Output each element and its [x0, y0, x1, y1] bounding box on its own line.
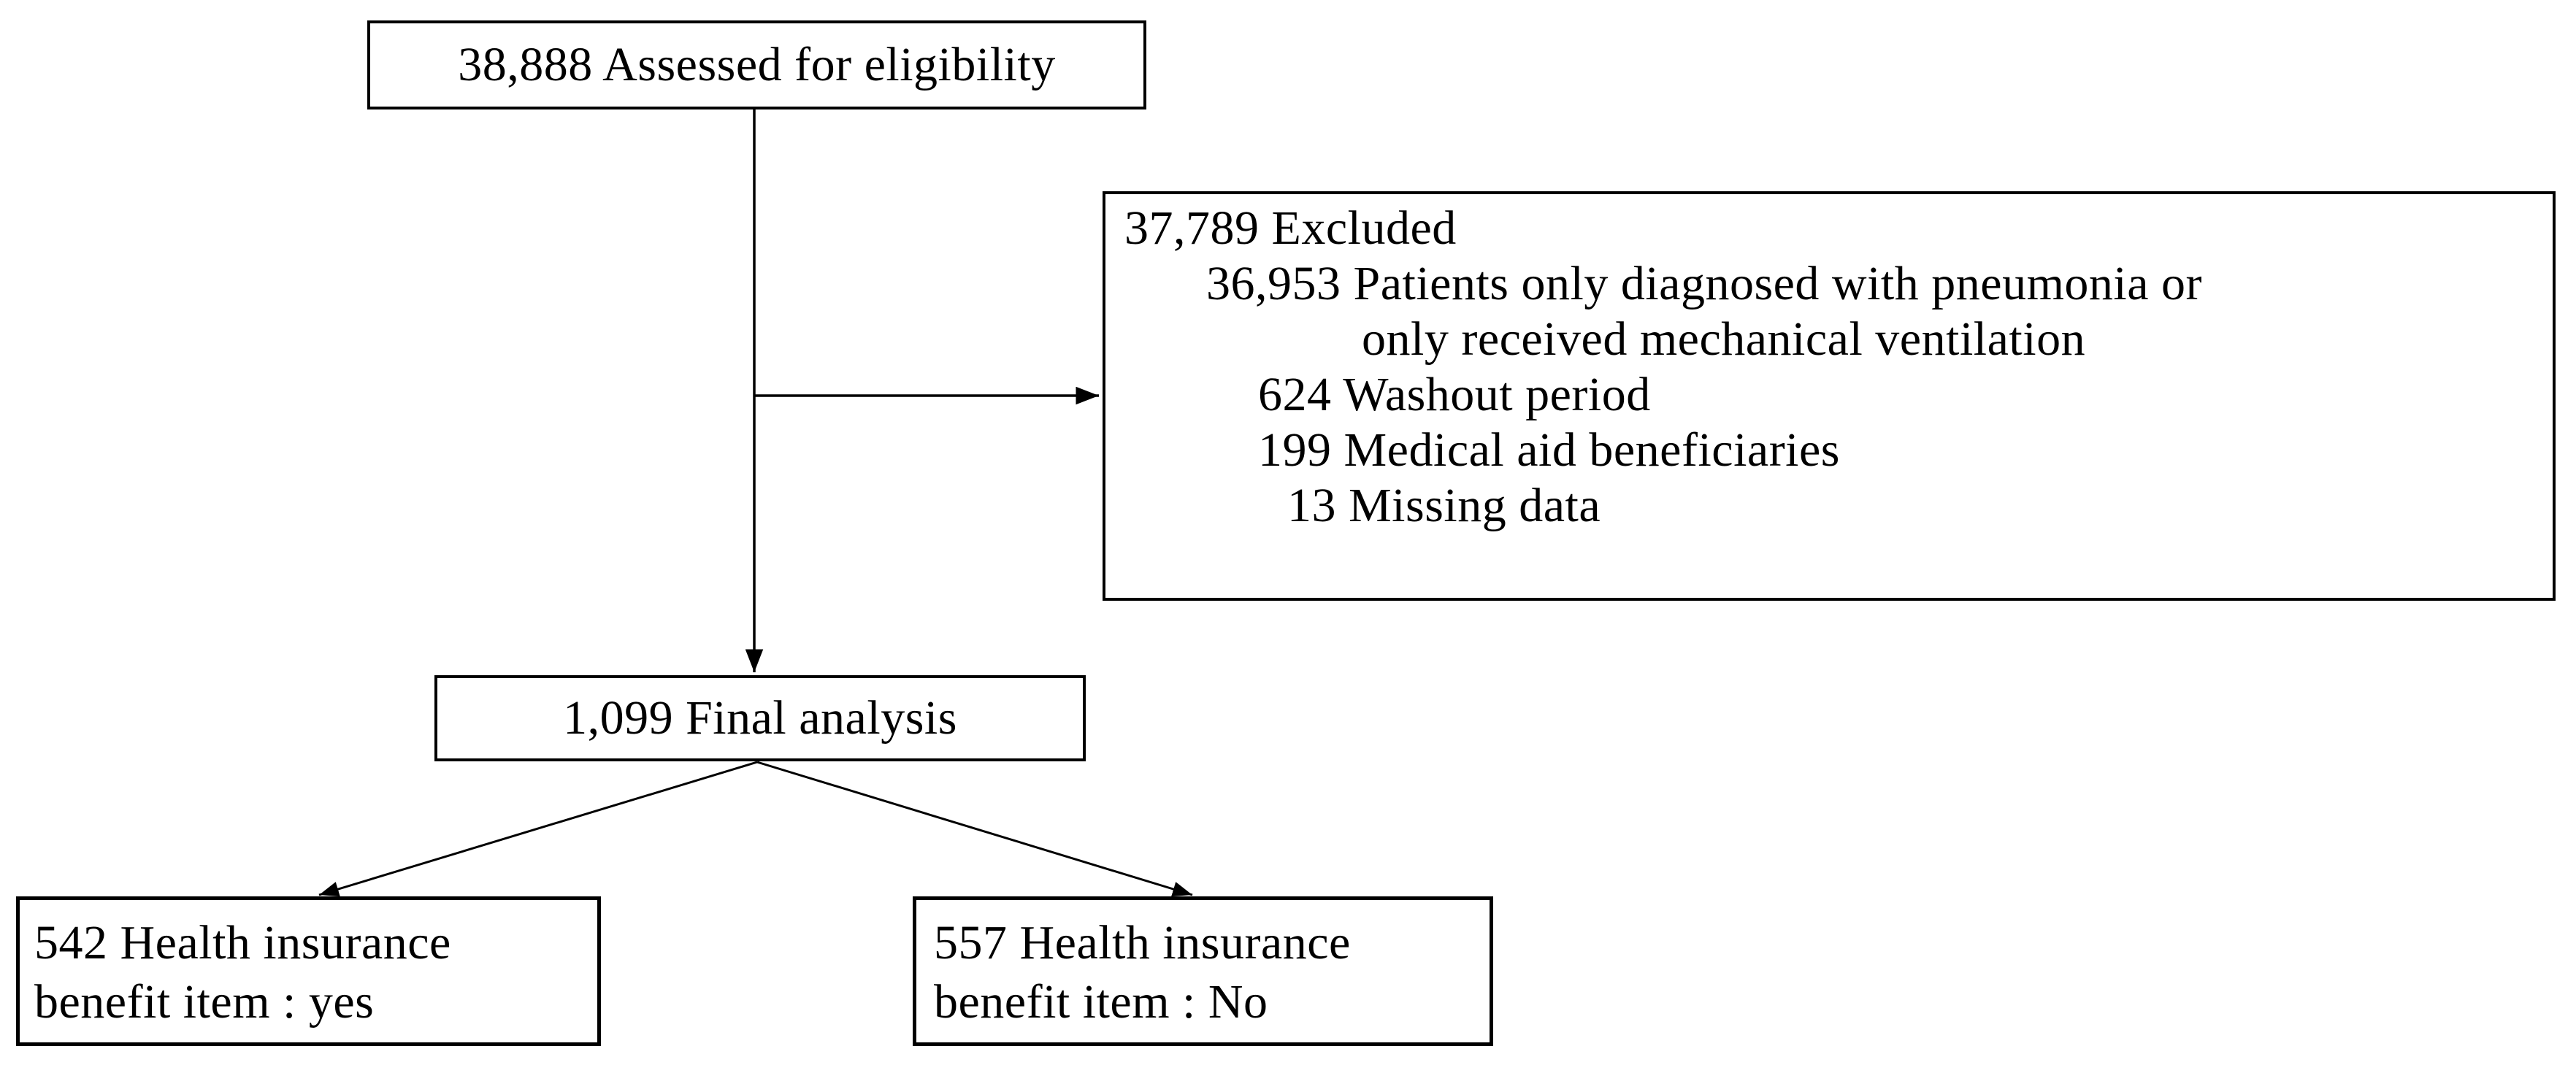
benefit-yes-box [16, 896, 601, 1046]
excluded-reason-2-line: 624 Washout period [1258, 368, 1651, 421]
excluded-reason-3-line: 199 Medical aid beneficiaries [1258, 423, 1840, 477]
benefit-yes-line-2: benefit item : yes [34, 975, 375, 1029]
benefit-no-box [913, 896, 1493, 1046]
benefit-no-line-1: 557 Health insurance [934, 916, 1351, 969]
excluded-reason-1-cont: only received mechanical ventilation [1362, 312, 2086, 366]
final-analysis-box [434, 675, 1086, 761]
assessed-eligibility-box [367, 20, 1146, 109]
excluded-total-line: 37,789 Excluded [1124, 201, 1457, 255]
arrow-final-to-benefit-yes [319, 762, 757, 895]
benefit-yes-line-1: 542 Health insurance [34, 916, 451, 969]
final-analysis-label: 1,099 Final analysis [563, 691, 957, 745]
assessed-eligibility-label: 38,888 Assessed for eligibility [458, 38, 1056, 91]
excluded-reason-4-line: 13 Missing data [1287, 479, 1601, 532]
excluded-reason-1-line: 36,953 Patients only diagnosed with pneumonia or [1206, 257, 2203, 310]
arrow-final-to-benefit-no [757, 762, 1192, 895]
benefit-no-line-2: benefit item : No [934, 975, 1268, 1029]
excluded-box [1103, 191, 2556, 601]
